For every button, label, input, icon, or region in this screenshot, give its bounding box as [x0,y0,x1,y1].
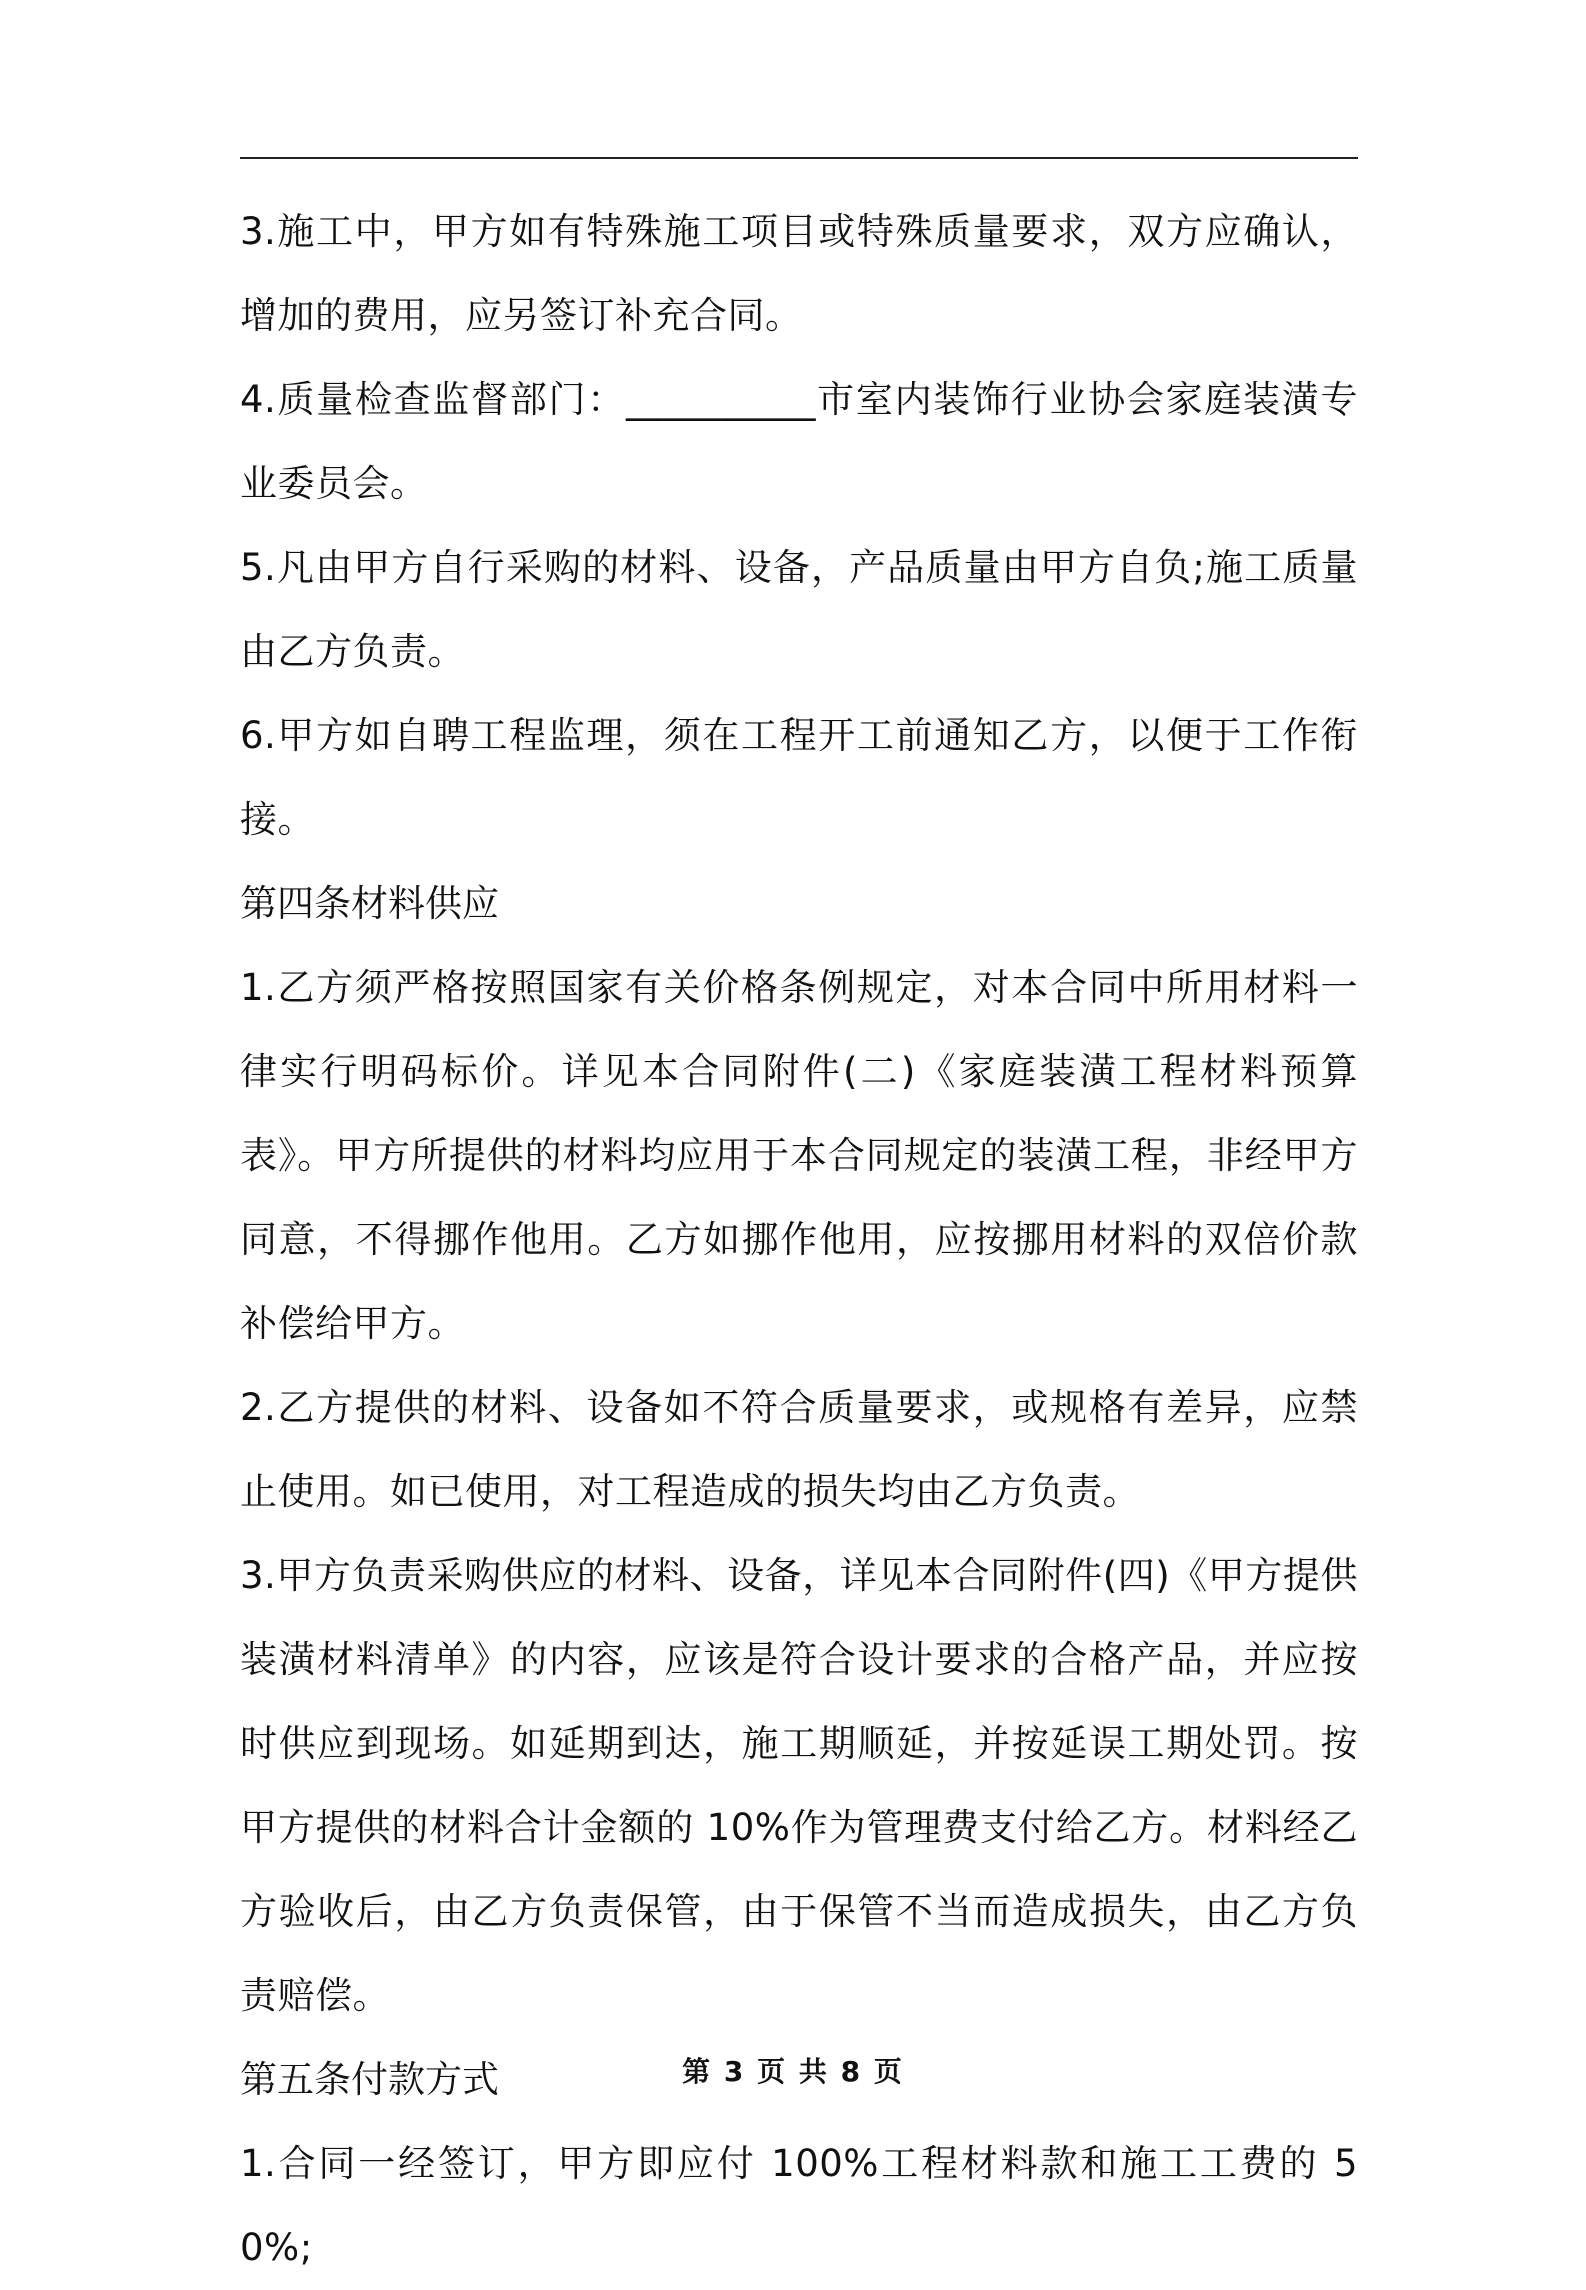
clause-4-3: 3.甲方负责采购供应的材料、设备，详见本合同附件(四)《甲方提供装潢材料清单》的内容，应该是符合设计要求的合格产品，并应按时供应到现场。如延期到达，施工期顺延，并按延误工期处罚。按甲方提供的材料合计金额的 10%作为管理费支付给乙方。材料经乙方验收后，由乙方负责保管，由于保管不当而造成损失，由乙方负责赔偿。 [240,1554,1358,2017]
clause-5-1: 1.合同一经签订，甲方即应付 100%工程材料款和施工工费的 50%; [240,2142,1358,2269]
header-divider [240,157,1358,159]
clause-4-1: 1.乙方须严格按照国家有关价格条例规定，对本合同中所用材料一律实行明码标价。详见本合同附件(二)《家庭装潢工程材料预算表》。甲方所提供的材料均应用于本合同规定的装潢工程，非经甲方同意，不得挪作他用。乙方如挪作他用，应按挪用材料的双倍价款补偿给甲方。 [240,966,1358,1345]
clause-4-2: 2.乙方提供的材料、设备如不符合质量要求，或规格有差异，应禁止使用。如已使用，对工程造成的损失均由乙方负责。 [240,1386,1358,1513]
clause-3-4: 4.质量检查监督部门：__________市室内装饰行业协会家庭装潢专业委员会。 [240,378,1358,505]
document-body [240,190,1358,2290]
section-heading-article-5: 第五条付款方式 [240,2058,499,2101]
clause-3-3: 3.施工中，甲方如有特殊施工项目或特殊质量要求，双方应确认，增加的费用，应另签订补充合同。 [240,210,1358,337]
page-number-footer: 第 3 页 共 8 页 [682,2055,904,2088]
clause-3-5: 5.凡由甲方自行采购的材料、设备，产品质量由甲方自负;施工质量由乙方负责。 [240,546,1358,673]
section-heading-article-4: 第四条材料供应 [240,882,499,925]
clause-3-6: 6.甲方如自聘工程监理，须在工程开工前通知乙方，以便于工作衔接。 [240,714,1358,841]
